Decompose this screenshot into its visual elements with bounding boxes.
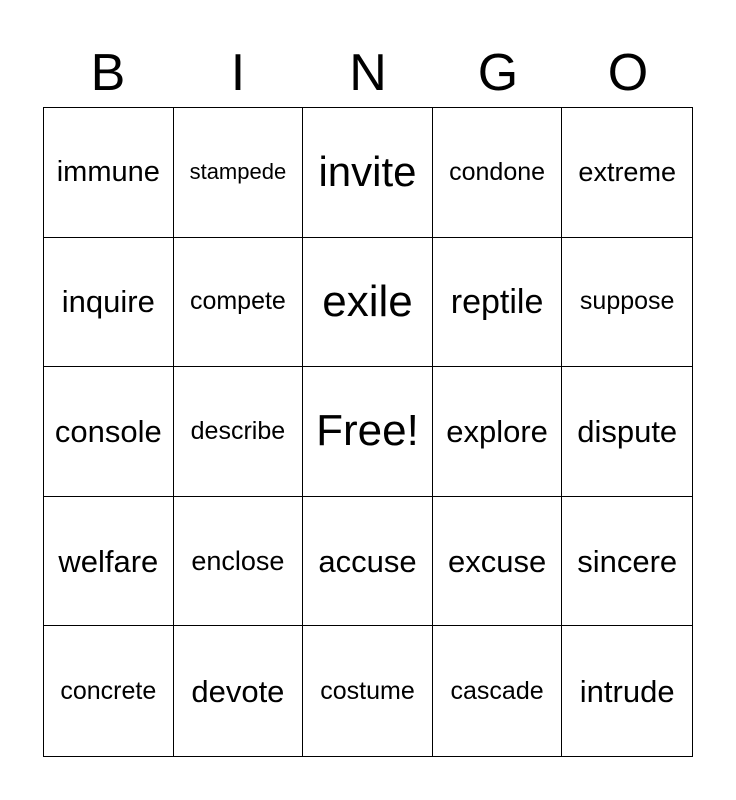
bingo-cell[interactable]: describe: [174, 367, 304, 497]
bingo-cell[interactable]: sincere: [562, 497, 692, 627]
bingo-cell[interactable]: exile: [303, 238, 433, 368]
bingo-cell[interactable]: suppose: [562, 238, 692, 368]
bingo-cell[interactable]: enclose: [174, 497, 304, 627]
bingo-cell[interactable]: concrete: [44, 626, 174, 756]
bingo-cell[interactable]: explore: [433, 367, 563, 497]
header-letter-i: I: [230, 44, 246, 102]
bingo-board: [43, 107, 693, 757]
bingo-cell[interactable]: invite: [303, 108, 433, 238]
header-letter-n: N: [349, 44, 387, 102]
bingo-cell[interactable]: condone: [433, 108, 563, 238]
bingo-cell[interactable]: welfare: [44, 497, 174, 627]
bingo-cell[interactable]: intrude: [579, 673, 675, 709]
header-letter-b: B: [90, 44, 126, 102]
header-letter-g: G: [477, 44, 519, 102]
bingo-cell[interactable]: immune: [44, 108, 174, 238]
bingo-cell[interactable]: console: [44, 367, 174, 497]
bingo-cell[interactable]: excuse: [433, 497, 563, 627]
free-space[interactable]: Free!: [303, 367, 433, 497]
bingo-cell[interactable]: cascade: [433, 626, 563, 756]
bingo-cell[interactable]: extreme: [562, 108, 692, 238]
bingo-cell[interactable]: inquire: [44, 238, 174, 368]
bingo-cell[interactable]: compete: [174, 238, 304, 368]
header-letter-o: O: [607, 44, 649, 102]
bingo-cell[interactable]: devote: [174, 626, 304, 756]
bingo-cell[interactable]: reptile: [433, 238, 563, 368]
bingo-cell[interactable]: accuse: [303, 497, 433, 627]
bingo-cell[interactable]: stampede: [174, 108, 304, 238]
bingo-header: [43, 40, 693, 106]
bingo-cell[interactable]: costume: [303, 626, 433, 756]
bingo-cell[interactable]: dispute: [562, 367, 692, 497]
